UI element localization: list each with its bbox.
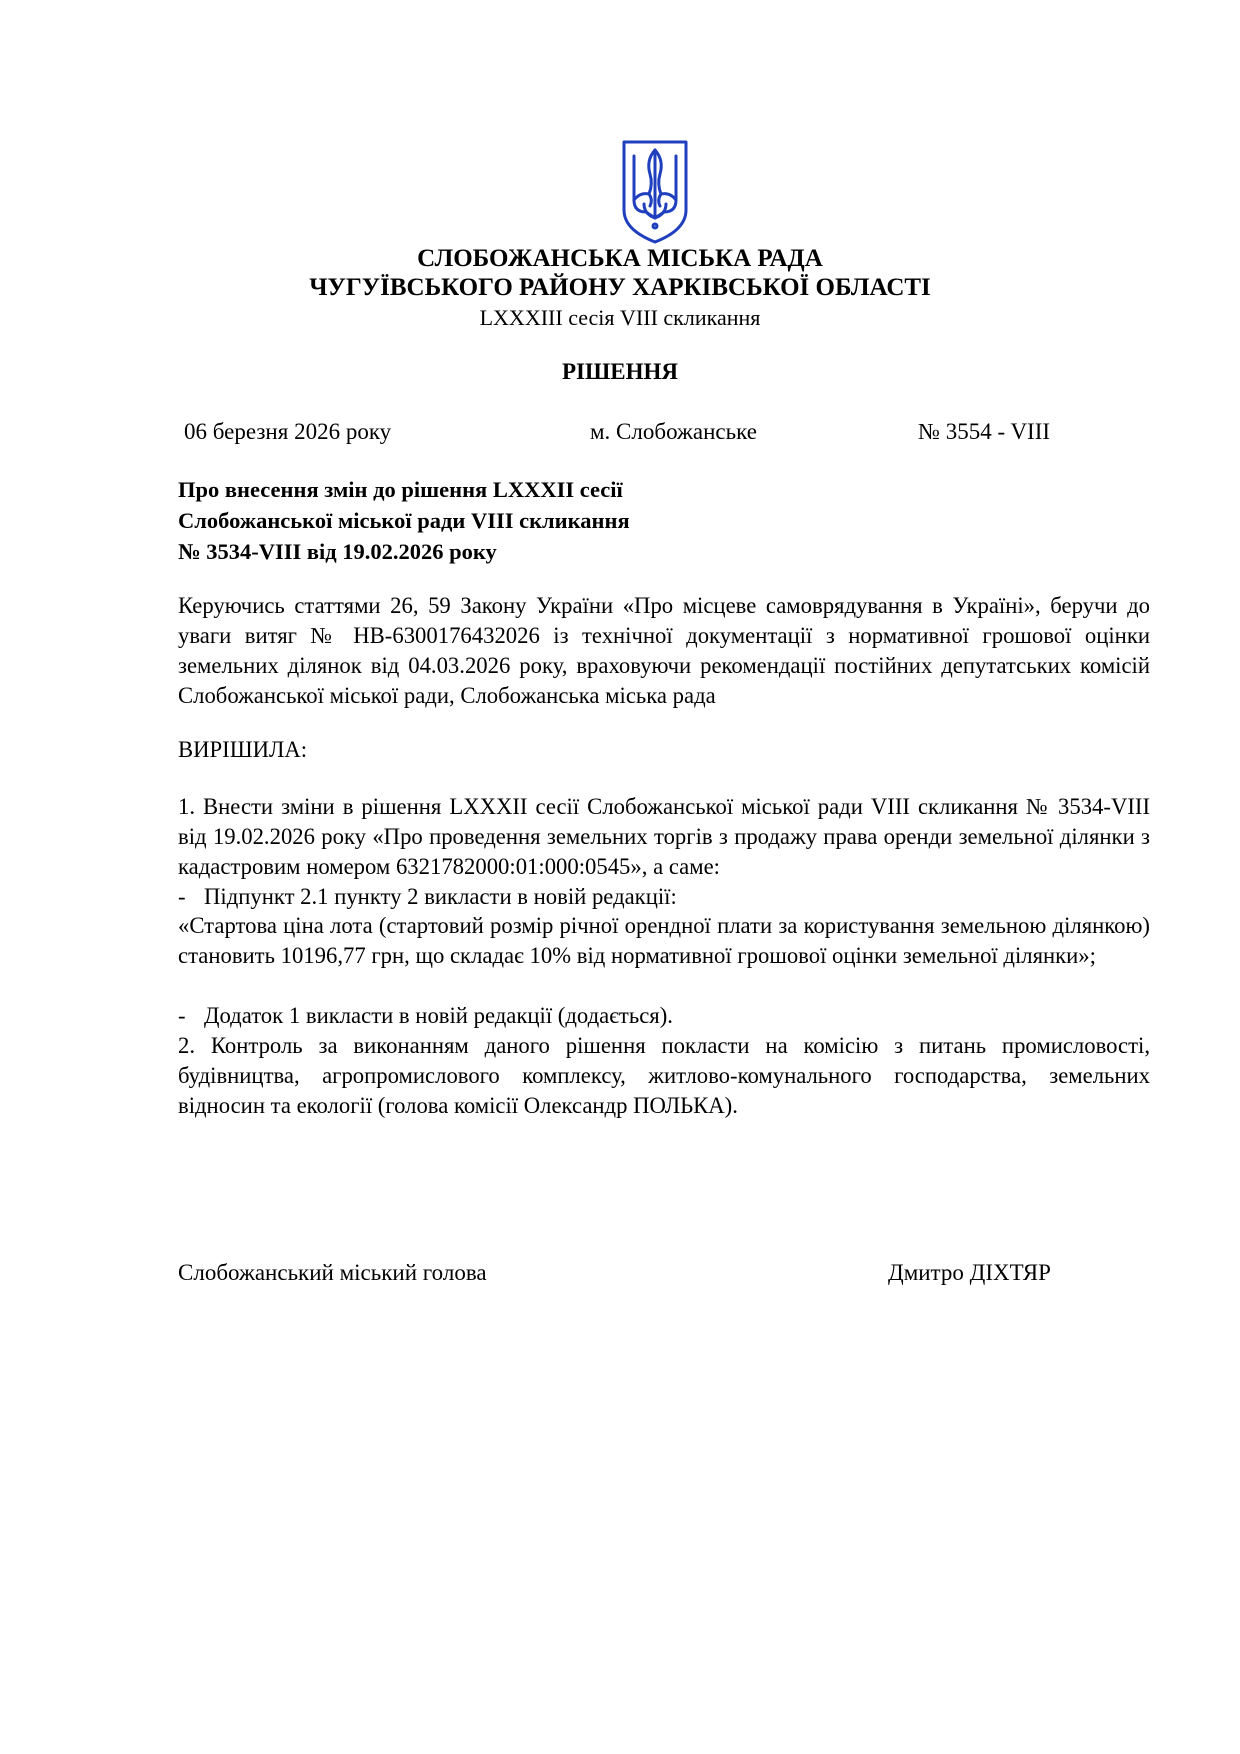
item-2: 2. Контроль за виконанням даного рішення покласти на комісію з питань промисловості, будівництва, агропромислового комплексу, житлово-комунального господарства, земельних відносин та екології (голова комісії Олександр ПОЛЬКА).	[178, 1033, 1150, 1118]
sub-item-2-text: Додаток 1 викласти в новій редакції (додається).	[204, 1003, 673, 1028]
subject-line: Слобожанської міської ради VIII скликання	[178, 508, 630, 533]
decision-number: № 3554 - VIII	[918, 419, 1051, 444]
sub-item-1	[178, 882, 1150, 912]
sub-item-2	[178, 1001, 1150, 1031]
signatory-position: Слобожанський міський голова	[178, 1260, 487, 1285]
session-line: LXXXIII сесія VIII скликання	[479, 305, 761, 330]
council-region: ЧУГУЇВСЬКОГО РАЙОНУ ХАРКІВСЬКОЇ ОБЛАСТІ	[309, 274, 931, 301]
decided-heading: ВИРІШИЛА:	[178, 737, 308, 762]
signatory-name: Дмитро ДІХТЯР	[888, 1260, 1051, 1285]
quoted-amendment: «Стартова ціна лота (стартовий розмір річної орендної плати за користування земельною ділянкою) становить 10196,77 грн, що складає 10% від нормативної грошової оцінки земельної ділянки»;	[178, 913, 1150, 968]
document-type: РІШЕННЯ	[562, 359, 678, 384]
decision-place: м. Слобожанське	[590, 419, 757, 444]
subject-block	[178, 474, 630, 567]
item-1: 1. Внести зміни в рішення LXXXII сесії Слобожанської міської ради VIII скликання № 3534-VIII від 19.02.2026 року «Про проведення земельних торгів з продажу права оренди земельної ділянки з кадастровим номером 6321782000:01:000:0545», а саме:	[178, 794, 1150, 879]
preamble: Керуючись статтями 26, 59 Закону України «Про місцеве самоврядування в Україні», беручи до уваги витяг № НВ-6300176432026 із технічної документації з нормативної грошової оцінки земельних ділянок від 04.03.2026 року, враховуючи рекомендації постійних депутатських комісій Слобожанської міської ради, Слобожанська міська рада	[178, 593, 1150, 708]
subject-line: Про внесення змін до рішення LXXXII сесії	[178, 477, 623, 502]
dash: -	[178, 884, 186, 909]
subject-line: № 3534-VIII від 19.02.2026 року	[178, 539, 497, 564]
coat-of-arms-icon	[620, 140, 690, 244]
decision-date: 06 березня 2026 року	[184, 419, 392, 444]
council-name: СЛОБОЖАНСЬКА МІСЬКА РАДА	[417, 245, 823, 272]
sub-item-1-text: Підпункт 2.1 пункту 2 викласти в новій редакції:	[204, 884, 677, 909]
dash: -	[178, 1003, 186, 1028]
